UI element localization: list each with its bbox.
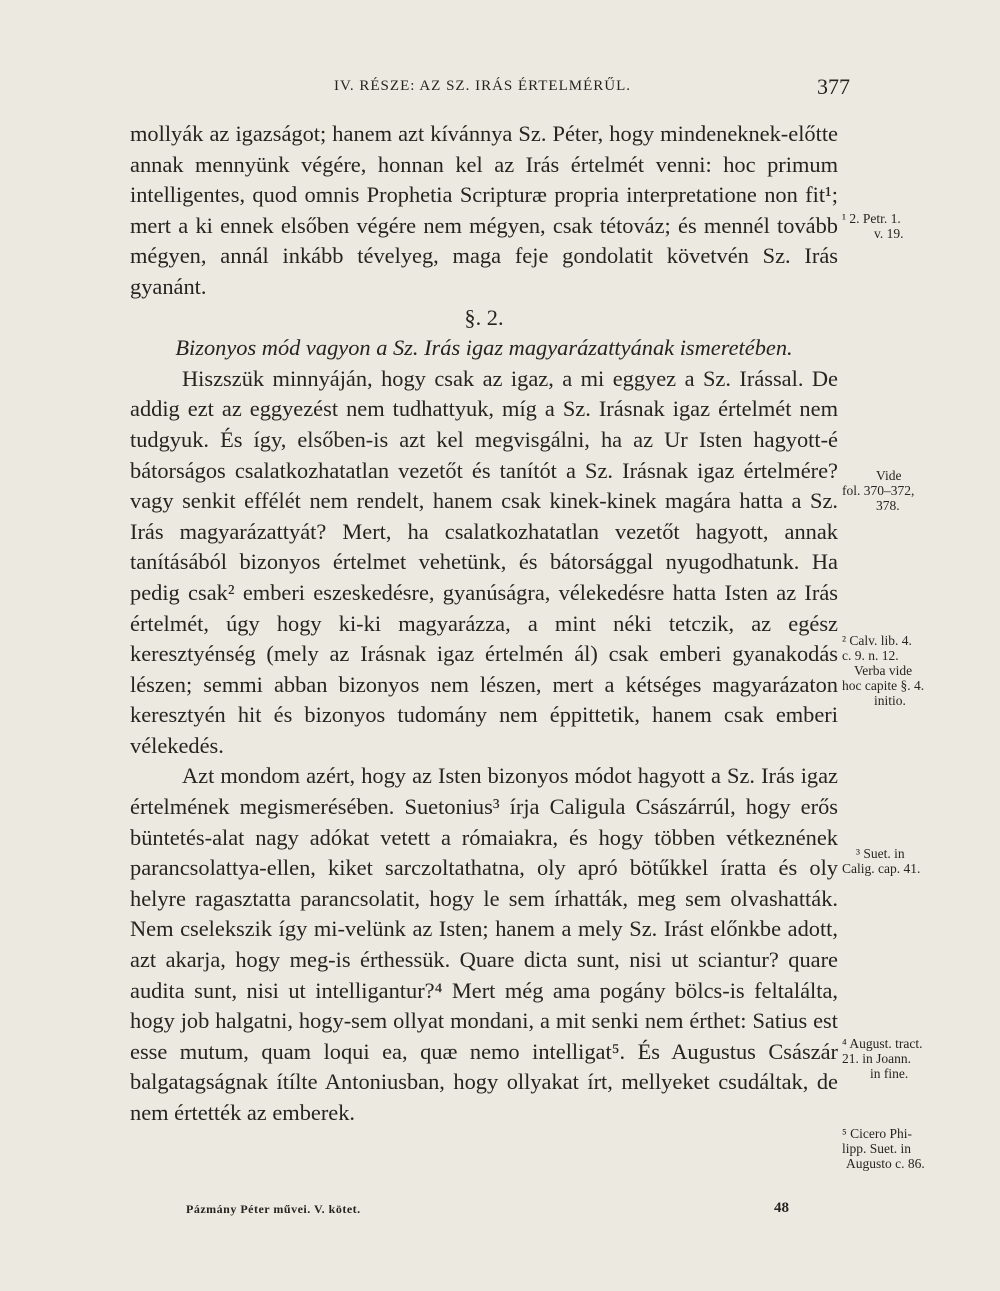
paragraph-3: Azt mondom azért, hogy az Isten bizonyos módot hagyott a Sz. Irás igaz értelmének megismerésében. Suetonius³ írja Caligula Császárrúl, hogy erős büntetés-alat nagy adókat vetett a rómaiakra, és hogy többen vétkeznének parancsolattya-ellen, kiket sarczoltathatna, oly apró bötűkkel íratta és oly helyre ragasztatta parancsolatit, hogy le sem írhatták, meg sem olvashatták. Nem cselekszik így mi-velünk az Isten; hanem a mely Sz. Irást előnkbe adott, azt akarja, hogy meg-is érthessük. Quare dicta sunt, nisi ut sciantur? quare audita sunt, nisi ut intelligantur?⁴ Mert még ama pogány bölcs-is feltalálta, hogy job halgatni, hogy-sem ollyat mondani, a mit senki nem érthet: Satius est esse mutum, quam loqui ea, quæ nemo intelligat⁵. És Augustus Császár balgatagságnak ítílte Antoniusban, hogy ollyakat írt, mellyeket csudáltak, de nem értették az emberek. [130,763,838,1125]
note-line: Verba vide [854,663,913,678]
page-number: 377 [817,74,850,99]
paragraph-1: mollyák az igazságot; hanem azt kívánnya Sz. Péter, hogy mindeneknek-előtte annak mennyünk végére, honnan kel az Irás értelmét venni: hoc primum intelligentes, quod omnis Prophetia Scripturæ propria interpretatione non fit¹; mert a ki ennek elsőben végére nem mégyen, csak tétováz; és mennél tovább mégyen, annál inkább tévelyeg, maga feje gondolatit követvén Sz. Irás gyanánt. [130,121,838,299]
section-heading: Bizonyos mód vagyon a Sz. Irás igaz magyarázattyának ismeretében. [175,335,793,361]
page-header [130,74,850,104]
section-number: §. 2. [464,304,504,330]
note-line: 21. in Joann. [842,1051,911,1066]
margin-note-5 [842,1036,962,1081]
paragraph-2: Hiszszük minnyáján, hogy csak az igaz, a mi eggyez a Sz. Irással. De addig ezt az eggyezést nem tudhattyuk, míg a Sz. Irásnak igaz értelmét nem tudgyuk. És így, elsőben-is azt kel megvisgálni, ha az Ur Isten hagyott-é bátorságos csalatkozhatatlan vezetőt és tanítót a Sz. Irásnak igaz értelmére? vagy senkit effélét nem rendelt, hanem csak kinek-kinek magára hatta a Sz. Irás magyarázattyát? Mert, ha csalatkozhatatlan vezetőt hagyott, annak tanításából bizonyos értelmet vehetünk, és bátorsággal nyugodhatunk. Ha pedig csak² emberi eszeskedésre, gyanúságra, vélekedésre hatta Isten az Irás értelmét, úgy hogy ki-ki magyarázza, a mint néki tetczik, az egész keresztyénség (mely az Irásnak igaz értelmén ál) csak emberi gyanakodás lészen; semmi abban bizonyos nem lészen, mert a kétséges magyarázaton keresztyén hit és bizonyos tudomány nem éppittetik, hanem csak emberi vélekedés. [130,365,838,758]
note-line: initio. [874,693,906,708]
note-line: Calig. cap. 41. [842,861,921,876]
note-line: ⁴ August. tract. [842,1036,923,1051]
note-line: ⁵ Cicero Phi- [842,1126,912,1141]
margin-note-2 [842,468,962,513]
note-line: ¹ 2. Petr. 1. [842,211,901,226]
page-footer [186,1200,806,1220]
margin-note-1 [842,211,962,241]
note-line: 378. [876,498,900,513]
sheet-number: 48 [774,1200,789,1216]
margin-note-3 [842,633,962,708]
note-line: Vide [876,468,902,483]
main-text [130,119,838,1129]
note-line: in fine. [870,1066,909,1081]
running-title: IV. RÉSZE: AZ SZ. IRÁS ÉRTELMÉRŰL. [334,78,631,94]
note-line: ² Calv. lib. 4. [842,633,912,648]
note-line: Augusto c. 86. [846,1156,925,1171]
note-line: fol. 370–372, [842,483,915,498]
note-line: hoc capite §. 4. [842,678,925,693]
margin-note-6 [842,1126,962,1171]
note-line: lipp. Suet. in [842,1141,912,1156]
margin-note-4 [842,846,962,876]
note-line: c. 9. n. 12. [842,648,899,663]
footer-title: Pázmány Péter művei. V. kötet. [186,1202,361,1216]
note-line: v. 19. [874,226,904,241]
note-line: ³ Suet. in [856,846,905,861]
